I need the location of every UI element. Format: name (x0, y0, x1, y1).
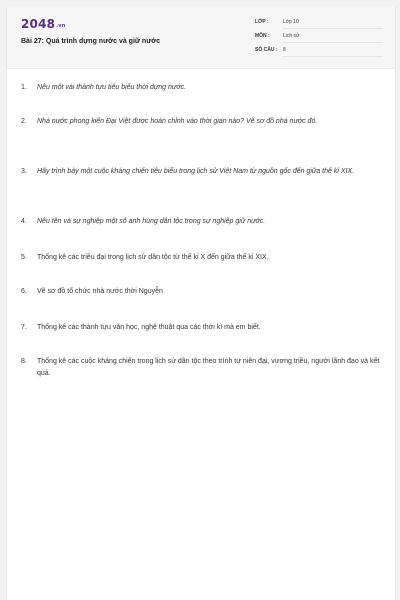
question-text: Thống kê các triều đại trong lịch sử dân tộc từ thế kỉ X đến giữa thế kỉ XIX. (37, 254, 269, 261)
question-number: 3. (21, 168, 27, 175)
question-number: 2. (21, 118, 27, 125)
logo-suffix: .vn (56, 23, 66, 29)
question-text: Thống kê các cuộc kháng chiến trong lịch sử dân tộc theo trình tự niên đại, vương triều, người lãnh đạo và kết quả. (37, 358, 380, 377)
question-number: 5. (21, 254, 27, 261)
question-text: Thống kê các thành tựu văn học, nghệ thuật qua các thời kì mà em biết. (37, 324, 261, 331)
meta-label: MÔN : (255, 33, 270, 39)
meta-label: SỐ CÂU : (255, 47, 278, 53)
question-text: Vẽ sơ đồ tổ chức nhà nước thời Nguyễn (37, 288, 163, 295)
question-number: 4. (21, 218, 27, 225)
lesson-title: Bài 27: Quá trình dựng nước và giữ nước (21, 38, 161, 45)
meta-info (255, 16, 385, 58)
meta-value: Lịch sử (283, 33, 383, 43)
meta-row-class (255, 16, 385, 30)
logo-text: 2048 (21, 17, 56, 31)
meta-label: LỚP : (255, 19, 269, 25)
meta-row-question-count (255, 44, 385, 58)
question-number: 6. (21, 288, 27, 295)
meta-value: 8 (283, 47, 383, 57)
worksheet-page (6, 6, 396, 600)
question-number: 1. (21, 84, 27, 91)
question-text: Nhà nước phong kiến Đại Việt được hoàn chỉnh vào thời gian nào? Vẽ sơ đồ nhà nước đó. (37, 118, 318, 125)
question-text: Nêu tên và sự nghiệp một số anh hùng dân tộc trong sự nghiệp giữ nước. (37, 218, 266, 225)
question-text: Hãy trình bày một cuộc kháng chiến tiêu biểu trong lịch sử Việt Nam từ nguồn gốc đến giữa thế kỉ XIX. (37, 168, 355, 175)
meta-value: Lớp 10 (283, 19, 383, 29)
question-number: 8. (21, 358, 27, 365)
question-text: Nêu một vài thành tựu tiêu biểu thời dựng nước. (37, 84, 187, 91)
meta-row-subject (255, 30, 385, 44)
worksheet-header (7, 6, 395, 69)
site-logo[interactable] (21, 17, 66, 31)
question-number: 7. (21, 324, 27, 331)
